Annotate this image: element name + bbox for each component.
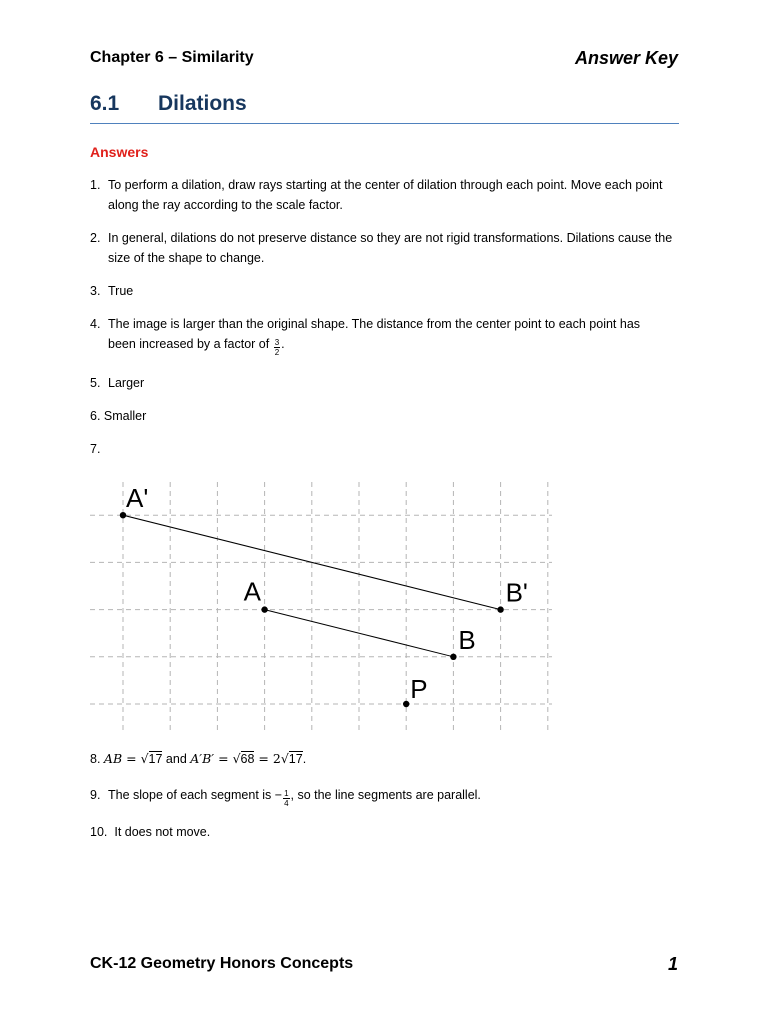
dilation-graph: [90, 470, 560, 740]
radicand: 17: [288, 752, 303, 766]
sqrt-symbol: √: [140, 751, 149, 766]
point-p: [403, 701, 409, 707]
answers-heading: Answers: [90, 144, 149, 160]
point-b: [450, 654, 456, 660]
point-label-b-prime: B': [505, 577, 528, 608]
footer-book-title: CK-12 Geometry Honors Concepts: [90, 955, 354, 972]
fraction: [283, 789, 289, 808]
answer-item: [90, 406, 680, 426]
sqrt-symbol: √: [280, 751, 289, 766]
section-name: Dilations: [158, 92, 247, 115]
item-number: 3.: [90, 284, 101, 298]
answer-item: [90, 228, 680, 268]
sqrt-symbol: √: [232, 751, 241, 766]
segment-a-prime-b-prime: A′B′: [190, 751, 215, 766]
item-text: In general, dilations do not preserve distance so they are not rigid transformations. Dilations cause the size of the shape to change.: [108, 231, 673, 265]
fraction-denominator: 2: [274, 348, 280, 357]
answer-item: [90, 175, 680, 215]
radicand: 17: [148, 752, 163, 766]
item-number: 10.: [90, 825, 108, 839]
section-number: 6.1: [90, 92, 120, 115]
item-number: 8.: [90, 752, 101, 766]
item-number: 7.: [90, 442, 101, 456]
item-number: 2.: [90, 231, 101, 245]
point-b-prime: [497, 606, 503, 612]
item-text: The slope of each segment is −: [108, 788, 283, 802]
fraction: [274, 338, 280, 357]
page-number: 1: [667, 954, 678, 974]
answer-item: [90, 785, 680, 808]
item-number: 4.: [90, 317, 101, 331]
point-label-a: A: [243, 576, 261, 607]
section-divider: [90, 123, 679, 124]
answer-item: [90, 749, 680, 769]
item-text: , so the line segments are parallel.: [290, 788, 481, 802]
radicand: 68: [240, 752, 255, 766]
item-text: been increased by a factor of: [108, 337, 270, 351]
fraction-numerator: 1: [284, 789, 289, 798]
item-number: 1.: [90, 178, 101, 192]
item-text: To perform a dilation, draw rays starting at the center of dilation through each point. Move each point along the ray according to the scale factor.: [108, 178, 663, 212]
fraction-denominator: 4: [284, 799, 289, 808]
point-label-a-prime: A': [126, 483, 149, 514]
item-text: Larger: [108, 376, 145, 390]
item-period: .: [281, 337, 285, 351]
item-text: True: [108, 284, 134, 298]
point-label-b: B: [458, 624, 476, 655]
fraction-numerator: 3: [274, 338, 280, 347]
answer-item: [90, 439, 680, 459]
chapter-header: Chapter 6 – Similarity: [90, 49, 254, 66]
item-number: 5.: [90, 376, 101, 390]
answer-key-header: Answer Key: [574, 48, 678, 68]
item-text: Smaller: [103, 409, 147, 423]
point-label-p: P: [410, 674, 428, 704]
equals-sign: =: [122, 751, 141, 766]
answer-item: [90, 314, 680, 357]
equals-sign: =: [214, 751, 233, 766]
item-period: .: [302, 752, 307, 766]
answer-item: [90, 373, 680, 393]
segment-a-b: [265, 610, 454, 657]
equals-two: = 2: [254, 751, 281, 766]
and-text: and: [162, 752, 191, 766]
item-text: The image is larger than the original shape. The distance from the center point to each point has: [108, 317, 641, 331]
point-a: [261, 606, 267, 612]
answer-item: [90, 822, 680, 842]
item-text: It does not move.: [114, 825, 211, 839]
section-title: [90, 92, 247, 116]
item-number: 6.: [90, 409, 101, 423]
item-number: 9.: [90, 788, 101, 802]
segment-ab: AB: [103, 751, 123, 766]
answer-item: [90, 281, 680, 301]
